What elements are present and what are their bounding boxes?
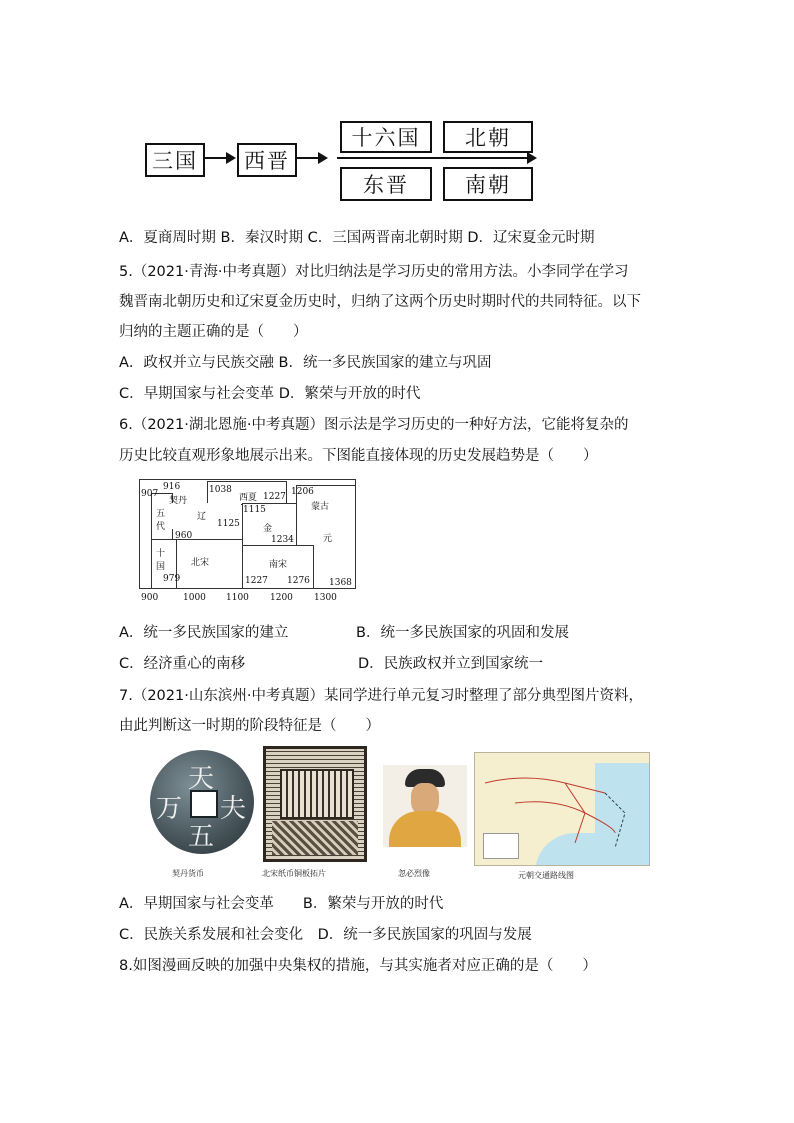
flow-box-shiliuguo: 十六国 [340,121,432,153]
label-907: 907 [141,489,159,499]
coin-char-right: 夫 [220,794,247,824]
axis-1000: 1000 [183,593,206,603]
flow-box-sanguo: 三国 [145,143,205,177]
label-shi: 十 [156,549,166,559]
coin-char-top: 天 [188,764,215,794]
label-dai: 代 [156,522,166,532]
label-1125: 1125 [217,519,240,529]
flow-box-dongjin: 东晋 [340,167,432,201]
q7-stem-line1: 7.（2021·山东滨州·中考真题）某同学进行单元复习时整理了部分典型图片资料， [119,688,643,704]
rubbing-inner-panel [280,769,354,819]
dynasty-timeline [139,479,359,609]
caption-kublai-portrait: 忽必烈像 [398,869,430,878]
q6-stem-line2: 历史比较直观形象地展示出来。下图能直接体现的历史发展趋势是（ ） [119,448,598,464]
q5-stem-line3: 归纳的主题正确的是（ ） [119,324,308,340]
label-916: 916 [163,482,181,492]
kublai-portrait-image [383,765,467,847]
q8-stem-line1: 8.如图漫画反映的加强中央集权的措施，与其实施者对应正确的是（ ） [119,958,597,974]
label-1368: 1368 [329,578,352,588]
label-liao: 辽 [197,512,207,522]
q7-stem-line2: 由此判断这一时期的阶段特征是（ ） [119,718,380,734]
flow-arrow-head-2 [318,152,328,164]
label-menggu: 蒙古 [311,502,330,512]
label-1227-bottom: 1227 [245,576,268,586]
q6-option-a: A．统一多民族国家的建立 [119,625,289,641]
label-979: 979 [163,574,181,584]
label-1227-top: 1227 [263,492,286,502]
q5-options-cd: C．早期国家与社会变革 D．繁荣与开放的时代 [119,386,421,402]
coin-char-left: 万 [156,794,183,824]
flow-box-nanchao: 南朝 [443,167,533,201]
label-jin: 金 [263,524,273,534]
axis-900: 900 [141,593,159,603]
label-1115: 1115 [243,505,266,515]
q6-option-d: D．民族政权并立到国家统一 [358,656,544,672]
label-960: 960 [175,531,193,541]
caption-yuan-map: 元朝交通路线图 [518,871,574,880]
map-legend [483,833,519,859]
coin-char-bottom: 五 [188,822,215,852]
q5-stem-line2: 魏晋南北朝历史和辽宋夏金历史时，归纳了这两个历史时期时代的共同特征。以下 [119,294,641,310]
q6-option-b: B．统一多民族国家的巩固和发展 [356,625,569,641]
label-guo: 国 [156,562,166,572]
flow-arrow-2 [295,157,319,159]
flow-box-beichao: 北朝 [443,121,533,153]
label-yuan: 元 [323,534,333,544]
qidan-coin-image [150,750,254,854]
q5-stem-line1: 5.（2021·青海·中考真题）对比归纳法是学习历史的常用方法。小李同学在学习 [119,264,629,280]
song-paper-money-rubbing-image [263,746,367,862]
label-1038: 1038 [209,485,232,495]
flow-box-xijin: 西晋 [237,143,297,177]
rubbing-figures-panel [272,821,358,855]
caption-song-paper-money: 北宋纸币铜板拓片 [262,869,326,878]
flow-arrow-head-3 [527,152,537,164]
label-1234: 1234 [271,535,294,545]
flow-arrow-1 [203,157,227,159]
label-nansong: 南宋 [269,560,288,570]
label-1276: 1276 [287,576,310,586]
q6-option-c: C．经济重心的南移 [119,656,246,672]
flow-split-line [337,157,527,159]
axis-1100: 1100 [226,593,249,603]
label-1206: 1206 [291,487,314,497]
q6-stem-line1: 6.（2021·湖北恩施·中考真题）图示法是学习历史的一种好方法，它能将复杂的 [119,417,629,433]
q7-options-cd: C．民族关系发展和社会变化 D．统一多民族国家的巩固与发展 [119,927,532,943]
axis-1200: 1200 [270,593,293,603]
label-wu: 五 [156,509,166,519]
flow-arrow-head-1 [226,152,236,164]
portrait-robe [389,811,461,847]
caption-qidan-coin: 契丹货币 [172,869,204,878]
axis-1300: 1300 [314,593,337,603]
q5-options-ab: A．政权并立与民族交融 B．统一多民族国家的建立与巩固 [119,355,492,371]
q4-options: A．夏商周时期 B．秦汉时期 C．三国两晋南北朝时期 D．辽宋夏金元时期 [119,230,595,246]
label-xixia: 西夏 [239,493,258,503]
label-beisong: 北宋 [191,558,210,568]
label-qidan: 契丹 [169,496,188,506]
yuan-transport-map-image [474,752,650,866]
q7-options-ab: A．早期国家与社会变革 B．繁荣与开放的时代 [119,896,444,912]
